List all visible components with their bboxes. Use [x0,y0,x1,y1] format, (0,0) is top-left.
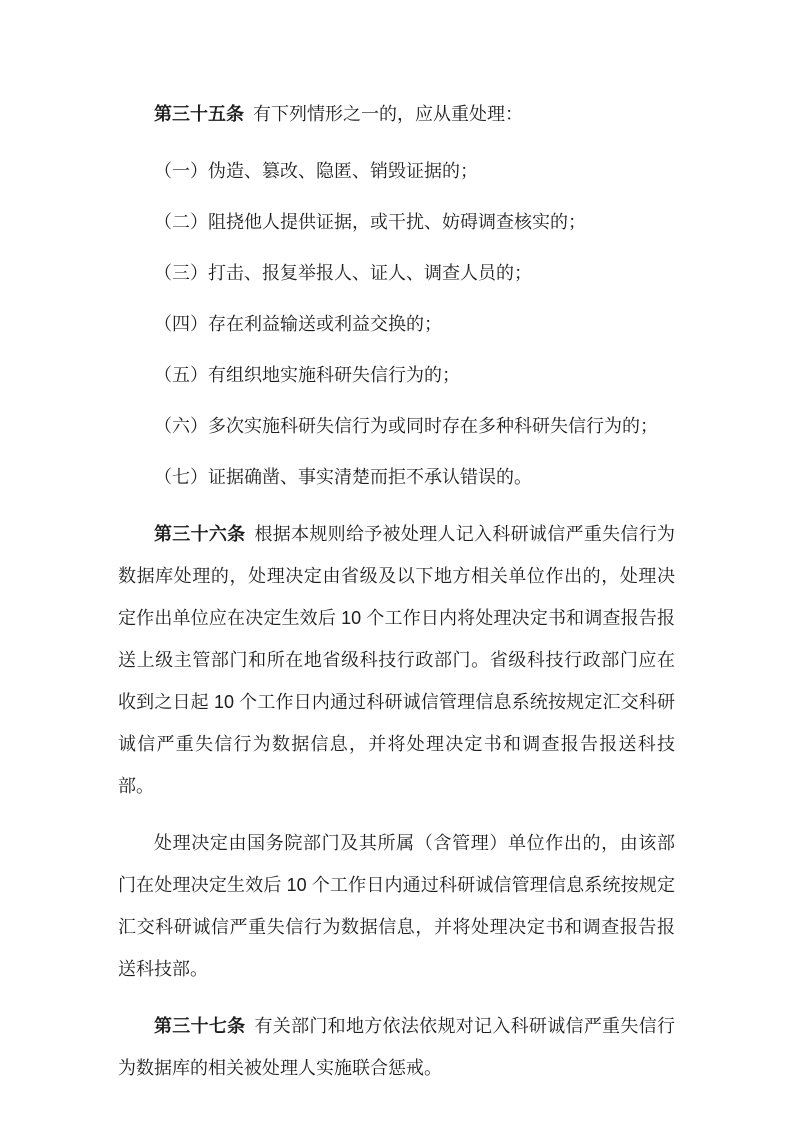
article-35-item-6: （六）多次实施科研失信行为或同时存在多种科研失信行为的； [154,416,658,436]
article-35-item-7: （七）证据确凿、事实清楚而拒不承认错误的。 [154,467,532,487]
page-text-block [118,93,675,1089]
article-36-number: 第三十六条 [154,524,246,544]
article-35-heading [118,93,675,135]
article-37-paragraph [118,1005,675,1089]
article-36-paragraph-2: 处理决定由国务院部门及其所属（含管理）单位作出的，由该部门在处理决定生效后 10 个工作日内通过科研诚信管理信息系统按规定汇交科研诚信严重失信行为数据信息，并将处理决定书和调查报告报送科技部。 [118,833,675,979]
article-36-body: 根据本规则给予被处理人记入科研诚信严重失信行为数据库处理的，处理决定由省级及以下地方相关单位作出的，处理决定作出单位应在决定生效后 10 个工作日内将处理决定书和调查报告报送上级主管部门和所在地省级科技行政部门。省级科技行政部门应在收到之日起 10 个工作日内通过科研诚信管理信息系统按规定汇交科研诚信严重失信行为数据信息，并将处理决定书和调查报告报送科技部。 [118,524,676,796]
article-35-item-3: （三）打击、报复举报人、证人、调查人员的； [154,263,532,283]
article-37-body: 有关部门和地方依法依规对记入科研诚信严重失信行为数据库的相关被处理人实施联合惩戒。 [118,1016,676,1078]
article-35-item-4: （四）存在利益输送或利益交换的； [154,314,442,334]
article-36-paragraph-1 [118,513,675,807]
article-35-number: 第三十五条 [154,104,244,124]
article-35-intro: 有下列情形之一的，应从重处理： [253,104,523,124]
article-35-item-1: （一）伪造、篡改、隐匿、销毁证据的； [154,161,478,181]
article-37-number: 第三十七条 [154,1016,246,1036]
article-35-item-5: （五）有组织地实施科研失信行为的； [154,365,460,385]
article-35-item-2: （二）阻挠他人提供证据，或干扰、妨碍调查核实的； [154,212,586,232]
